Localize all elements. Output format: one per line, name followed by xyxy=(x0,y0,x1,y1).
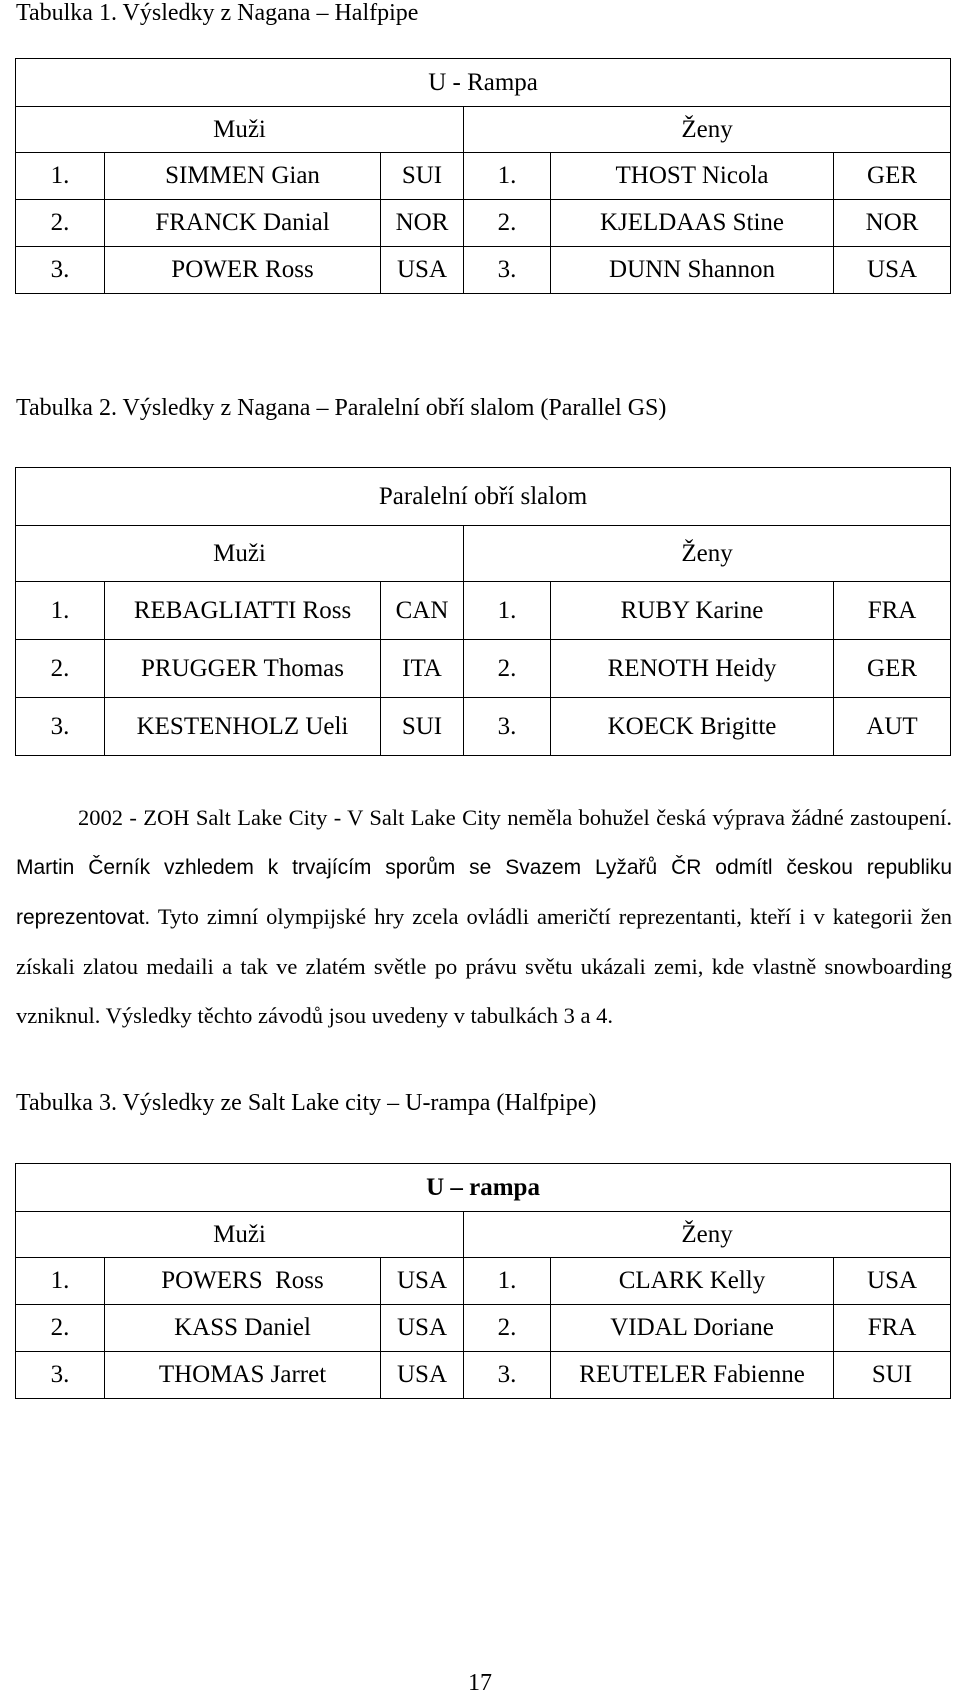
nation-cell: ITA xyxy=(381,640,464,698)
rank-cell: 1. xyxy=(16,1258,105,1305)
rank-cell: 1. xyxy=(464,582,551,640)
table3-women-header: Ženy xyxy=(464,1212,951,1258)
rank-cell: 1. xyxy=(464,153,551,200)
table-row xyxy=(16,640,951,698)
rank-cell: 2. xyxy=(16,200,105,247)
name-cell: REUTELER Fabienne xyxy=(551,1352,834,1399)
nation-cell: NOR xyxy=(381,200,464,247)
name-cell: FRANCK Danial xyxy=(105,200,381,247)
table1-women-header: Ženy xyxy=(464,107,951,153)
nation-cell: GER xyxy=(834,153,951,200)
rank-cell: 2. xyxy=(16,1305,105,1352)
nation-cell: USA xyxy=(834,247,951,294)
body-paragraph xyxy=(16,793,952,1040)
paragraph-sentence-1: 2002 - ZOH Salt Lake City - V Salt Lake City neměla bohužel česká výprava žádné zastoupení. xyxy=(78,805,952,830)
rank-cell: 2. xyxy=(464,640,551,698)
table1-title: U - Rampa xyxy=(16,59,951,107)
nation-cell: SUI xyxy=(381,698,464,756)
nation-cell: AUT xyxy=(834,698,951,756)
name-cell: KOECK Brigitte xyxy=(551,698,834,756)
table1-caption: Tabulka 1. Výsledky z Nagana – Halfpipe xyxy=(16,0,419,26)
rank-cell: 3. xyxy=(464,698,551,756)
rank-cell: 3. xyxy=(16,698,105,756)
rank-cell: 3. xyxy=(464,247,551,294)
table3-caption: Tabulka 3. Výsledky ze Salt Lake city – U-rampa (Halfpipe) xyxy=(16,1090,597,1116)
name-cell: DUNN Shannon xyxy=(551,247,834,294)
rank-cell: 2. xyxy=(16,640,105,698)
table-row xyxy=(16,1305,951,1352)
name-cell: SIMMEN Gian xyxy=(105,153,381,200)
name-cell: KASS Daniel xyxy=(105,1305,381,1352)
table3-men-header: Muži xyxy=(16,1212,464,1258)
name-cell: THOMAS Jarret xyxy=(105,1352,381,1399)
nation-cell: SUI xyxy=(834,1352,951,1399)
rank-cell: 2. xyxy=(464,200,551,247)
name-cell: CLARK Kelly xyxy=(551,1258,834,1305)
table-row xyxy=(16,200,951,247)
nation-cell: USA xyxy=(381,1352,464,1399)
nation-cell: USA xyxy=(381,247,464,294)
table-row xyxy=(16,582,951,640)
nation-cell: CAN xyxy=(381,582,464,640)
nation-cell: GER xyxy=(834,640,951,698)
name-cell: KJELDAAS Stine xyxy=(551,200,834,247)
rank-cell: 2. xyxy=(464,1305,551,1352)
nation-cell: USA xyxy=(381,1305,464,1352)
nation-cell: FRA xyxy=(834,582,951,640)
table2-caption: Tabulka 2. Výsledky z Nagana – Paralelní obří slalom (Parallel GS) xyxy=(16,395,667,421)
name-cell: KESTENHOLZ Ueli xyxy=(105,698,381,756)
name-cell: REBAGLIATTI Ross xyxy=(105,582,381,640)
name-cell: PRUGGER Thomas xyxy=(105,640,381,698)
table1 xyxy=(15,58,951,294)
rank-cell: 1. xyxy=(16,153,105,200)
page-number: 17 xyxy=(468,1670,492,1696)
nation-cell: NOR xyxy=(834,200,951,247)
rank-cell: 1. xyxy=(464,1258,551,1305)
rank-cell: 3. xyxy=(16,247,105,294)
table1-men-header: Muži xyxy=(16,107,464,153)
nation-cell: USA xyxy=(834,1258,951,1305)
rank-cell: 3. xyxy=(464,1352,551,1399)
table-row xyxy=(16,698,951,756)
paragraph-sentence-3: Tyto zimní olympijské hry zcela ovládli američtí reprezentanti, kteří i v kategorii žen získali zlatou medaili a tak ve zlatém světle po právu světu ukázali zemi, kde vlastně snowboarding vzniknul. Výsledky těchto závodů jsou uvedeny v tabulkách 3 a 4. xyxy=(16,904,953,1028)
table-row xyxy=(16,1352,951,1399)
table3 xyxy=(15,1163,951,1399)
table2 xyxy=(15,467,951,756)
nation-cell: FRA xyxy=(834,1305,951,1352)
table-row xyxy=(16,1258,951,1305)
table2-men-header: Muži xyxy=(16,526,464,582)
name-cell: RENOTH Heidy xyxy=(551,640,834,698)
name-cell: POWERS Ross xyxy=(105,1258,381,1305)
nation-cell: USA xyxy=(381,1258,464,1305)
rank-cell: 1. xyxy=(16,582,105,640)
name-cell: VIDAL Doriane xyxy=(551,1305,834,1352)
table-row xyxy=(16,247,951,294)
rank-cell: 3. xyxy=(16,1352,105,1399)
nation-cell: SUI xyxy=(381,153,464,200)
name-cell: THOST Nicola xyxy=(551,153,834,200)
name-cell: RUBY Karine xyxy=(551,582,834,640)
paragraph-sentence-2: Martin Černík vzhledem k trvajícím sporům se Svazem Lyžařů ČR odmítl českou republiku reprezentovat. xyxy=(16,856,952,929)
table-row xyxy=(16,153,951,200)
name-cell: POWER Ross xyxy=(105,247,381,294)
table3-title: U – rampa xyxy=(16,1164,951,1212)
table2-title: Paralelní obří slalom xyxy=(16,468,951,526)
table2-women-header: Ženy xyxy=(464,526,951,582)
